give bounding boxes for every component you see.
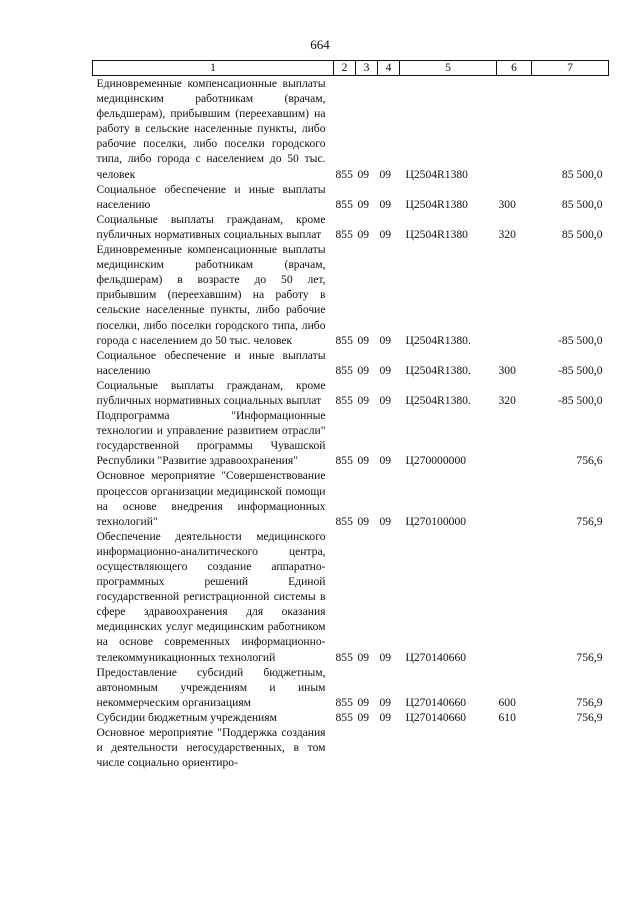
- table-row: [93, 529, 609, 665]
- row-grbs: 855: [335, 167, 353, 181]
- row-vr: [497, 408, 532, 468]
- row-name-text: Предоставление субсидий бюджетным, автономным учреждениям и иным некоммерческим организациям: [96, 665, 326, 709]
- row-vr: 610: [498, 710, 516, 724]
- row-amount: -85 500,0: [558, 333, 603, 347]
- table-row: [93, 408, 609, 468]
- row-grbs: 855: [335, 695, 353, 709]
- page-number: 664: [310, 37, 330, 52]
- row-grbs: 855: [335, 393, 353, 407]
- row-name: [93, 76, 334, 182]
- row-grbs: 855: [335, 710, 353, 724]
- row-grbs: 855: [335, 227, 353, 241]
- table-row: [93, 76, 609, 182]
- row-grbs: 855: [335, 514, 353, 528]
- row-grbs: 855: [335, 333, 353, 347]
- row-vr: 320: [498, 227, 516, 241]
- budget-table: [92, 60, 609, 770]
- table-header: [93, 61, 609, 76]
- row-pr: 09: [379, 710, 392, 724]
- row-rz: 09: [357, 197, 370, 211]
- row-name: [93, 408, 334, 468]
- row-rz: 09: [357, 167, 370, 181]
- row-amount: 85 500,0: [561, 167, 603, 181]
- header-col-1: 1: [93, 61, 334, 76]
- row-vr: [497, 468, 532, 528]
- row-name-text: Социальные выплаты гражданам, кроме публичных нормативных социальных выплат: [96, 378, 326, 407]
- row-rz: 09: [357, 333, 370, 347]
- table-row: [93, 212, 609, 242]
- table-body: [93, 76, 609, 771]
- row-csr: Ц270140660: [405, 695, 467, 709]
- row-csr: Ц2504R1380: [405, 167, 468, 181]
- row-pr: 09: [379, 650, 392, 664]
- header-col-3: 3: [356, 61, 378, 76]
- row-name-text: Обеспечение деятельности медицинского информационно-аналитического центра, осуществляющего создание аппаратно-программных решений Единой государственной регистрационной системы в сфере здравоохранения для оказания медицинских услуг медицинским работником на основе современных информационно-телекоммуникационных технологий: [96, 529, 326, 664]
- row-name-text: Подпрограмма "Информационные технологии и управление развитием отрасли" государственной программы Чувашской Республики "Развитие здравоохранения": [96, 409, 326, 468]
- header-col-4: 4: [378, 61, 400, 76]
- row-amount: 756,6: [576, 454, 603, 468]
- table-row: [93, 665, 609, 710]
- row-name-text: Основное мероприятие "Совершенствование процессов организации медицинской помощи на основе внедрения информационных технологий": [96, 469, 326, 528]
- table-row: [93, 710, 609, 725]
- header-col-6: 6: [497, 61, 532, 76]
- row-rz: 09: [357, 227, 370, 241]
- row-amount: 756,9: [576, 695, 603, 709]
- row-rz: [356, 725, 378, 770]
- row-amount: -85 500,0: [558, 363, 603, 377]
- row-amount: 756,9: [576, 514, 603, 528]
- row-name: [93, 212, 334, 242]
- row-name: [93, 348, 334, 378]
- row-vr: [497, 76, 532, 182]
- row-rz: 09: [357, 454, 370, 468]
- row-pr: 09: [379, 167, 392, 181]
- row-name: [93, 665, 334, 710]
- row-vr: [497, 725, 532, 770]
- header-col-2: 2: [334, 61, 356, 76]
- row-rz: 09: [357, 393, 370, 407]
- row-pr: 09: [379, 514, 392, 528]
- row-name: [93, 725, 334, 770]
- row-rz: 09: [357, 710, 370, 724]
- row-vr: 300: [498, 197, 516, 211]
- header-col-5: 5: [400, 61, 497, 76]
- row-name-text: Единовременные компенсационные выплаты медицинским работникам (врачам, фельдшерам), прибывшим (переехавшим) на работу в сельские населенные пункты, либо рабочие поселки, либо поселки городского типа, либо города с населением до 50 тыс. человек: [96, 77, 326, 181]
- row-pr: 09: [379, 454, 392, 468]
- row-grbs: [334, 725, 356, 770]
- row-csr: Ц270000000: [405, 454, 467, 468]
- row-grbs: 855: [335, 454, 353, 468]
- row-pr: 09: [379, 197, 392, 211]
- row-csr: [400, 725, 497, 770]
- row-csr: Ц2504R1380: [405, 197, 468, 211]
- table-row: [93, 348, 609, 378]
- row-name-text: Социальное обеспечение и иные выплаты населению: [96, 182, 326, 211]
- row-amount: 756,9: [576, 650, 603, 664]
- row-vr: [497, 242, 532, 348]
- row-vr: [497, 529, 532, 665]
- row-grbs: 855: [335, 197, 353, 211]
- row-csr: Ц2504R1380: [405, 227, 468, 241]
- row-csr: Ц2504R1380.: [405, 393, 471, 407]
- row-amount: [532, 725, 609, 770]
- row-csr: Ц270100000: [405, 514, 467, 528]
- row-amount: -85 500,0: [558, 393, 603, 407]
- row-rz: 09: [357, 695, 370, 709]
- row-grbs: 855: [335, 363, 353, 377]
- row-pr: 09: [379, 393, 392, 407]
- row-pr: 09: [379, 227, 392, 241]
- row-name: [93, 182, 334, 212]
- row-name: [93, 468, 334, 528]
- row-name-text: Субсидии бюджетным учреждениям: [96, 710, 277, 724]
- row-amount: 756,9: [576, 710, 603, 724]
- row-csr: Ц270140660: [405, 710, 467, 724]
- table-row: [93, 242, 609, 348]
- table-row: [93, 468, 609, 528]
- row-name-text: Социальное обеспечение и иные выплаты населению: [96, 348, 326, 377]
- row-name: [93, 242, 334, 348]
- row-rz: 09: [357, 650, 370, 664]
- row-name: [93, 378, 334, 408]
- row-amount: 85 500,0: [561, 227, 603, 241]
- table-row: [93, 725, 609, 770]
- table-row: [93, 378, 609, 408]
- row-name: [93, 529, 334, 665]
- row-pr: 09: [379, 695, 392, 709]
- row-csr: Ц2504R1380.: [405, 333, 471, 347]
- row-name-text: Единовременные компенсационные выплаты медицинским работникам (врачам, фельдшерам) в возрасте до 50 лет, прибывшим (переехавшим) на работу в сельские населенные пункты, либо рабочие поселки, либо поселки городского типа, либо города с населением до 50 тыс. человек: [96, 243, 326, 347]
- header-col-7: 7: [532, 61, 609, 76]
- row-csr: Ц2504R1380.: [405, 363, 471, 377]
- row-csr: Ц270140660: [405, 650, 467, 664]
- row-name-text: Основное мероприятие "Поддержка создания и деятельности негосударственных, в том числе социально ориентиро-: [96, 726, 326, 770]
- row-pr: [378, 725, 400, 770]
- row-amount: 85 500,0: [561, 197, 603, 211]
- row-rz: 09: [357, 363, 370, 377]
- row-rz: 09: [357, 514, 370, 528]
- row-grbs: 855: [335, 650, 353, 664]
- table-row: [93, 182, 609, 212]
- row-vr: 300: [498, 363, 516, 377]
- row-pr: 09: [379, 333, 392, 347]
- row-name: [93, 710, 334, 725]
- row-name-text: Социальные выплаты гражданам, кроме публичных нормативных социальных выплат: [96, 212, 326, 241]
- row-vr: 600: [498, 695, 516, 709]
- row-vr: 320: [498, 393, 516, 407]
- row-pr: 09: [379, 363, 392, 377]
